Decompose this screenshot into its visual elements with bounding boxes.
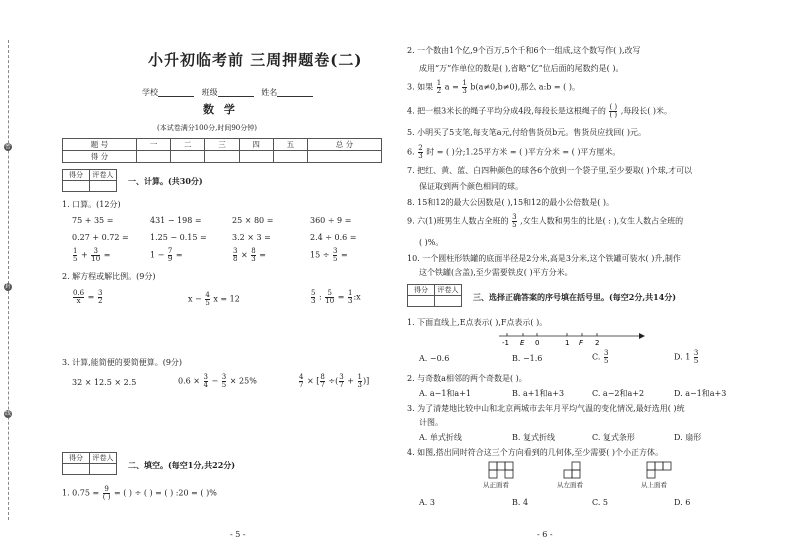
choice-3-question-line1: 3. 为了清楚地比较中山和北京两城市去年月平均气温的变化情况,最好选用( )统 — [407, 404, 685, 413]
fill-7-line1: 7. 把红、黄、蓝、白四种颜色的球各6个放到一个袋子里,至少要取( )个球,才可以 — [407, 166, 693, 175]
choice-option[interactable]: B. 4 — [512, 498, 529, 507]
grader-score-label: 得分 — [63, 453, 90, 464]
subject-title: 数 学 — [203, 103, 238, 116]
score-table — [62, 138, 382, 163]
choice-option[interactable]: A. −0.6 — [419, 354, 450, 363]
score-header: 四 — [239, 139, 273, 151]
equation-3: $\frac{5}{3}$ : $\frac{5}{10}$ = $\frac{1}{3}$ :x — [311, 289, 361, 305]
score-cell[interactable] — [273, 151, 307, 163]
section2-title: 二、填空。(每空1分,共22分) — [128, 460, 236, 470]
fill-6: 6. $\frac{2}{3}$ 时 = ( )分;1.25平方米 = ( )平方分米 = ( )平方厘米。 — [407, 144, 621, 160]
front-view-figure — [487, 460, 517, 480]
fill-7-line2: 保证取到两个颜色相同的球。 — [419, 182, 523, 191]
exam-note: (本试卷满分100分,时间90分钟) — [157, 124, 257, 132]
front-view-label: 从正面看 — [483, 481, 509, 489]
oral-item-frac: 1 − $\frac{7}{9}$ = — [150, 247, 183, 263]
score-cell[interactable] — [205, 151, 239, 163]
oral-item: 1.25 − 0.15 = — [150, 233, 207, 242]
grader-box — [62, 169, 117, 192]
choice-option[interactable]: A. 3 — [419, 498, 435, 507]
score-header: 题 号 — [63, 139, 137, 151]
score-cell[interactable] — [136, 151, 170, 163]
choice-1-question: 1. 下面直线上,E点表示( ),F点表示( )。 — [407, 318, 548, 327]
number-line-arrow — [639, 333, 645, 339]
choice-option[interactable]: D. 6 — [674, 498, 691, 507]
side-mark-mi: 密 — [4, 143, 11, 150]
top-view-figure — [645, 460, 675, 480]
fill-9-line2: ( )%。 — [419, 238, 444, 247]
oral-item: 360 ÷ 9 = — [310, 216, 352, 225]
q3-title: 3. 计算,能简便的要简便算。(9分) — [62, 358, 183, 367]
equation-1: $\frac{0.6}{x}$ = $\frac{3}{2}$ — [73, 289, 103, 305]
side-mark-xian: 线 — [4, 410, 11, 417]
exam-title: 小升初临考前 三周押题卷(二) — [148, 51, 363, 69]
oral-item-frac: $\frac{1}{5}$ + $\frac{3}{10}$ = — [73, 247, 111, 263]
grader-reviewer-cell[interactable] — [435, 296, 462, 307]
fill-8: 8. 15和12的最大公因数是( ),15和12的最小公倍数是( )。 — [407, 198, 615, 207]
grader-score-cell[interactable] — [408, 296, 435, 307]
choice-option[interactable]: A. 单式折线 — [419, 433, 462, 442]
tick-label: 2 — [595, 339, 600, 347]
choice-option[interactable]: C. 复式条形 — [592, 433, 635, 442]
left-view-figure — [562, 460, 592, 480]
fill-9-line1: 9. 六(1)班男生人数占全班的 $\frac{3}{5}$ ,女生人数和男生的比是( : ),女生人数占全班的 — [407, 213, 684, 229]
oral-item-frac: $\frac{3}{8}$ × $\frac{8}{3}$ = — [233, 247, 266, 263]
grader-reviewer-label: 评卷人 — [90, 170, 117, 181]
calc-1: 32 × 12.5 × 2.5 — [72, 378, 137, 387]
choice-4-question: 4. 如图,搭出同时符合这三个方向看到的几何体,至少需要( )个小正方体。 — [407, 448, 664, 457]
section1-title: 一、计算。(共30分) — [128, 176, 203, 186]
score-cell[interactable] — [239, 151, 273, 163]
choice-option-frac[interactable]: C. $\frac{3}{5}$ — [592, 349, 609, 365]
score-header: 一 — [136, 139, 170, 151]
grader-score-cell[interactable] — [63, 464, 90, 475]
choice-option-frac[interactable]: D. 1 $\frac{3}{5}$ — [674, 349, 699, 365]
choice-option[interactable]: B. 复式折线 — [512, 433, 555, 442]
right-page — [397, 0, 794, 552]
tick-label: 0 — [535, 339, 540, 347]
q1-title: 1. 口算。(12分) — [62, 200, 121, 209]
score-header: 总 分 — [307, 139, 381, 151]
grader-reviewer-label: 评卷人 — [90, 453, 117, 464]
grader-box — [62, 452, 117, 475]
oral-item: 75 + 35 = — [72, 216, 114, 225]
top-view-label: 从上面看 — [641, 481, 667, 489]
choice-option[interactable]: C. 5 — [592, 498, 609, 507]
fill-2-line2: 成用“万”作单位的数是( ),省略“亿”位后面的尾数约是( )。 — [419, 64, 624, 73]
tick-label: -1 — [502, 339, 509, 347]
point-f-label: F — [579, 339, 584, 347]
oral-item: 25 × 80 = — [232, 216, 274, 225]
calc-3: $\frac{4}{7}$ × [ $\frac{8}{7}$ ÷( $\frac{3}{7}$ + $\frac{1}{3}$ )] — [299, 373, 370, 389]
score-header: 二 — [171, 139, 205, 151]
choice-option[interactable]: A. a−1和a+1 — [419, 389, 471, 398]
calc-2: 0.6 × $\frac{3}{4}$ − $\frac{3}{5}$ × 25% — [178, 373, 257, 389]
page-number: - 5 - — [230, 530, 246, 539]
grader-reviewer-cell[interactable] — [90, 181, 117, 192]
score-row-label: 得 分 — [63, 151, 137, 163]
oral-item: 2.4 ÷ 0.6 = — [310, 233, 357, 242]
choice-option[interactable]: D. 扇形 — [674, 433, 702, 442]
student-info — [142, 88, 313, 97]
fill-10-line1: 10. 一个圆柱形铁罐的底面半径是2分米,高是3分米,这个铁罐可装水( )升,制作 — [407, 254, 681, 263]
oral-item: 3.2 × 3 = — [232, 233, 271, 242]
oral-item-frac: 15 ÷ $\frac{3}{5}$ = — [310, 247, 348, 263]
grader-score-label: 得分 — [63, 170, 90, 181]
choice-2-question: 2. 与奇数a相邻的两个奇数是( )。 — [407, 374, 527, 383]
grader-score-cell[interactable] — [63, 181, 90, 192]
score-cell[interactable] — [307, 151, 381, 163]
school-label: 学校 — [142, 88, 158, 97]
fill-4: 4. 把一根3米长的绳子平均分成4段,每段长是这根绳子的 $\frac{( )}{( )}$ ,每段长( )米。 — [407, 103, 673, 119]
section3-title: 三、选择正确答案的序号填在括号里。(每空2分,共14分) — [473, 292, 677, 302]
oral-item: 431 − 198 = — [150, 216, 202, 225]
binding-line — [8, 40, 9, 520]
choice-option[interactable]: C. a−2和a+2 — [592, 389, 645, 398]
fill-2-line1: 2. 一个数由1个亿,9个百万,5个千和6个一组成,这个数写作( ),改写 — [407, 46, 641, 55]
tick-label: 1 — [565, 339, 570, 347]
fill-5: 5. 小明买了5支笔,每支笔a元,付给售货员b元。售货员应找回( )元。 — [407, 128, 647, 137]
fill-1: 1. 0.75 = $\frac{9}{( )}$ = ( ) ÷ ( ) = ( ) :20 = ( )% — [62, 485, 217, 501]
equation-2: x − $\frac{4}{5}$ x = 12 — [188, 291, 240, 307]
number-line — [497, 330, 647, 348]
left-view-label: 从左面看 — [557, 481, 583, 489]
grader-reviewer-cell[interactable] — [90, 464, 117, 475]
oral-item: 0.27 + 0.72 = — [72, 233, 129, 242]
score-header: 三 — [205, 139, 239, 151]
choice-option[interactable]: D. a−1和a+3 — [674, 389, 727, 398]
grader-reviewer-label: 评卷人 — [435, 285, 462, 296]
class-label: 班级 — [201, 88, 218, 97]
name-label: 姓名 — [261, 88, 278, 97]
fill-10-line2: 这个铁罐(含盖),至少需要铁皮( )平方分米。 — [419, 268, 573, 277]
point-e-label: E — [520, 339, 525, 347]
grader-box — [407, 284, 462, 307]
fill-3: 3. 如果 $\frac{1}{2}$ a = $\frac{1}{3}$ b(a≠0,b≠0),那么 a:b = ( )。 — [407, 79, 580, 95]
grader-score-label: 得分 — [408, 285, 435, 296]
choice-option[interactable]: B. a+1和a+3 — [512, 389, 565, 398]
score-header: 五 — [273, 139, 307, 151]
choice-option[interactable]: B. −1.6 — [512, 354, 543, 363]
score-cell[interactable] — [171, 151, 205, 163]
choice-3-question-line2: 计图。 — [419, 418, 443, 427]
page-number: - 6 - — [537, 530, 553, 539]
q2-title: 2. 解方程或解比例。(9分) — [62, 272, 156, 281]
side-mark-feng: 封 — [4, 283, 11, 290]
